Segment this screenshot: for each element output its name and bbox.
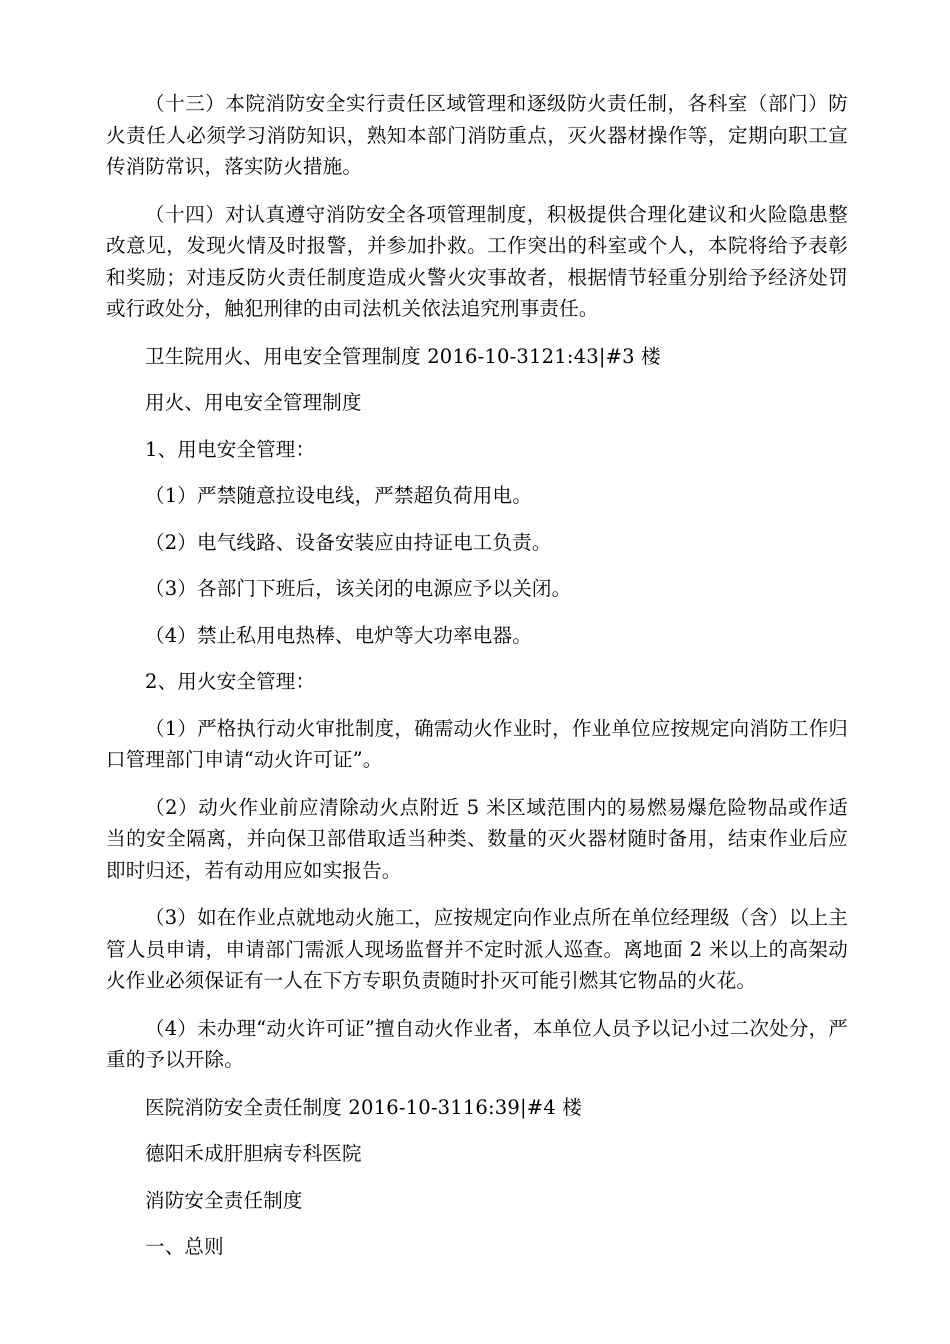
- electric-rule-3: （3）各部门下班后，该关闭的电源应予以关闭。: [145, 577, 572, 600]
- fire-rule-2: （2）动火作业前应清除动火点附近 5 米区域范围内的易燃易爆危险物品或作适当的安全隔离，并向保卫部借取适当种类、数量的灭火器材随时备用，结束作业后应即时归还，若有动用应如实报告。: [106, 795, 848, 882]
- section-header-4: 医院消防安全责任制度 2016-10-3116:39|#4 楼: [145, 1095, 583, 1119]
- electric-rule-1: （1）严禁随意拉设电线，严禁超负荷用电。: [145, 484, 532, 507]
- subsection-fire: 2、用火安全管理：: [145, 670, 316, 693]
- section-header-3: 卫生院用火、用电安全管理制度 2016-10-3121:43|#3 楼: [145, 344, 661, 368]
- section-title-fire-electric: 用火、用电安全管理制度: [145, 391, 362, 414]
- document-page: [106, 88, 848, 1278]
- paragraph-14: （十四）对认真遵守消防安全各项管理制度，积极提供合理化建议和火险隐患整改意见，发现火情及时报警，并参加扑救。工作突出的科室或个人，本院将给予表彰和奖励；对违反防火责任制度造成火警火灾事故者，根据情节轻重分别给予经济处罚或行政处分，触犯刑律的由司法机关依法追究刑事责任。: [106, 202, 848, 320]
- electric-rule-4: （4）禁止私用电热棒、电炉等大功率电器。: [145, 623, 532, 647]
- section-title-responsibility: 消防安全责任制度: [145, 1188, 303, 1212]
- hospital-name: 德阳禾成肝胆病专科医院: [145, 1142, 362, 1165]
- fire-rule-3: （3）如在作业点就地动火施工，应按规定向作业点所在单位经理级（含）以上主管人员申请，申请部门需派人现场监督并不定时派人巡查。离地面 2 米以上的高架动火作业必须保证有一人在下方专职负责随时扑灭可能引燃其它物品的火花。: [106, 906, 848, 992]
- fire-rule-4: （4）未办理“动火许可证”擅自动火作业者，本单位人员予以记小过二次处分，严重的予以开除。: [106, 1016, 848, 1071]
- electric-rule-2: （2）电气线路、设备安装应由持证电工负责。: [145, 530, 552, 554]
- subsection-electric: 1、用电安全管理：: [145, 437, 316, 461]
- chapter-general: 一、总则: [145, 1235, 224, 1258]
- paragraph-13: （十三）本院消防安全实行责任区域管理和逐级防火责任制，各科室（部门）防火责任人必须学习消防知识，熟知本部门消防重点，灭火器材操作等，定期向职工宣传消防常识，落实防火措施。: [106, 92, 848, 178]
- fire-rule-1: （1）严格执行动火审批制度，确需动火作业时，作业单位应按规定向消防工作归口管理部门申请“动火许可证”。: [106, 716, 848, 771]
